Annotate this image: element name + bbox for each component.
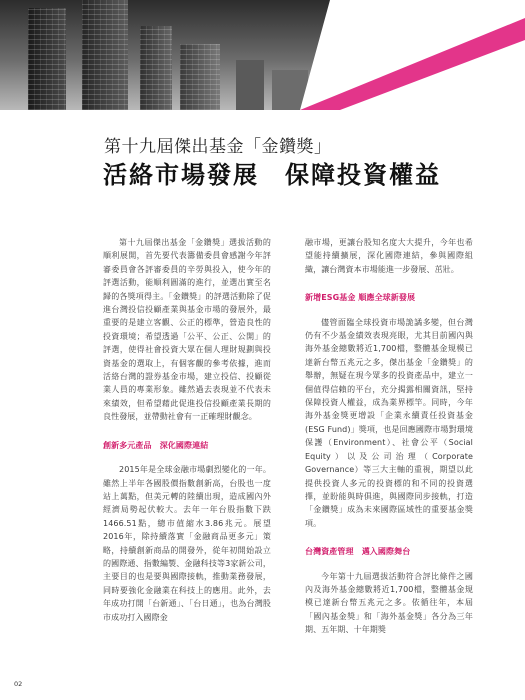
left-column	[103, 236, 271, 624]
paragraph: 儘管面臨全球投資市場詭譎多變，但台灣仍有不少基金績效表現亮眼，尤其目前國內與海外基金總數將近1,700檔，整體基金規模已達新台幣五兆元之多，傑出基金「金鑽獎」的舉辦，無疑在現今眾多的投資產品中，建立一個值得信賴的平台，充分揭露相關資訊，堅持保障投資人權益，成為業界標竿。同時，今年海外基金獎更增設「企業永續責任投資基金(ESG Fund)」獎項，也是回應國際市場對環境保護（Environment）、社會公平（Social Equity）以及公司治理（Corporate Governance）等三大主軸的重視，期望以此提供投資人多元的投資標的和不同的投資選擇，並盼能與時俱進，與國際同步接軌，打造「金鑽獎」成為未來國際區域性的重要基金獎項。	[305, 317, 473, 528]
skyscraper	[140, 26, 172, 110]
section-heading: 台灣資產管理 邁入國際舞台	[305, 547, 411, 557]
skyscraper	[272, 70, 308, 110]
header-photo	[0, 0, 525, 110]
article-subtitle: 第十九屆傑出基金「金鑽獎」	[104, 137, 332, 157]
paragraph: 2015年是全球金融市場劇烈變化的一年。雖然上半年各國股價指數創新高，台股也一度站上萬點，但美元轉的陸續出現，造成國內外經濟局勢起伏較大。去年一年台股指數下跌1466.51點，總市值縮水3.86兆元。展望2016年，除持續落實「金融商品更多元」策略，持續創新商品的開發外，從年初開始設立的國際通、指數編製、金融科技等3家新公司，主要目的也是要與國際接軌，推動業務發展，同時要強化金融業在科技上的應用。此外，去年成功打開「台新通」、「台日通」，也為台灣股市成功打入國際金	[103, 465, 271, 622]
right-column	[305, 236, 473, 637]
paragraph: 融市場，更讓台股知名度大大提升，今年也希望能持續擴展，深化國際連結，參與國際組織，讓台灣資本市場能進一步發展、茁壯。	[305, 238, 473, 274]
section-heading: 新增ESG基金 順應全球新發展	[305, 293, 416, 303]
skyscraper	[180, 44, 220, 110]
skyscraper	[82, 0, 128, 110]
paragraph: 今年第十九屆選拔活動符合評比條件之國內及海外基金總數將近1,700檔，整體基金規模已達新台幣五兆元之多。依循往年，本屆「國內基金獎」和「海外基金獎」各分為三年期、五年期、十年期獎	[305, 571, 473, 635]
page-number: 02	[14, 680, 23, 688]
section-heading: 創新多元產品 深化國際連結	[103, 440, 209, 450]
article-title: 活絡市場發展 保障投資權益	[103, 160, 441, 189]
paragraph: 第十九屆傑出基金「金鑽獎」選拔活動的順利展開，首先要代表籌備委員會感謝今年評審委員會各評審委員的辛勞與投入，使今年的評選活動，能順利圓滿的進行，並選出實至名歸的各獎項得主。「金鑽獎」的評選活動除了促進台灣投信投顧產業與基金市場的發展外，最重要的是建立客觀、公正的標準，營造良性的投資環境；希望透過「公平、公正、公開」的評選，使得社會投資大眾在個人理財規劃與投資基金的選取上，有個客觀的參考依據，進而活絡台灣的證券基金市場，建立投信、投顧從業人員的專業形象。雖然過去表現並不代表未來績效，但希望藉此促進投信投顧產業長期的良性發展，並帶動社會有一正確理財觀念。	[103, 238, 271, 422]
skyscraper	[28, 8, 66, 110]
skyscraper	[236, 60, 264, 110]
